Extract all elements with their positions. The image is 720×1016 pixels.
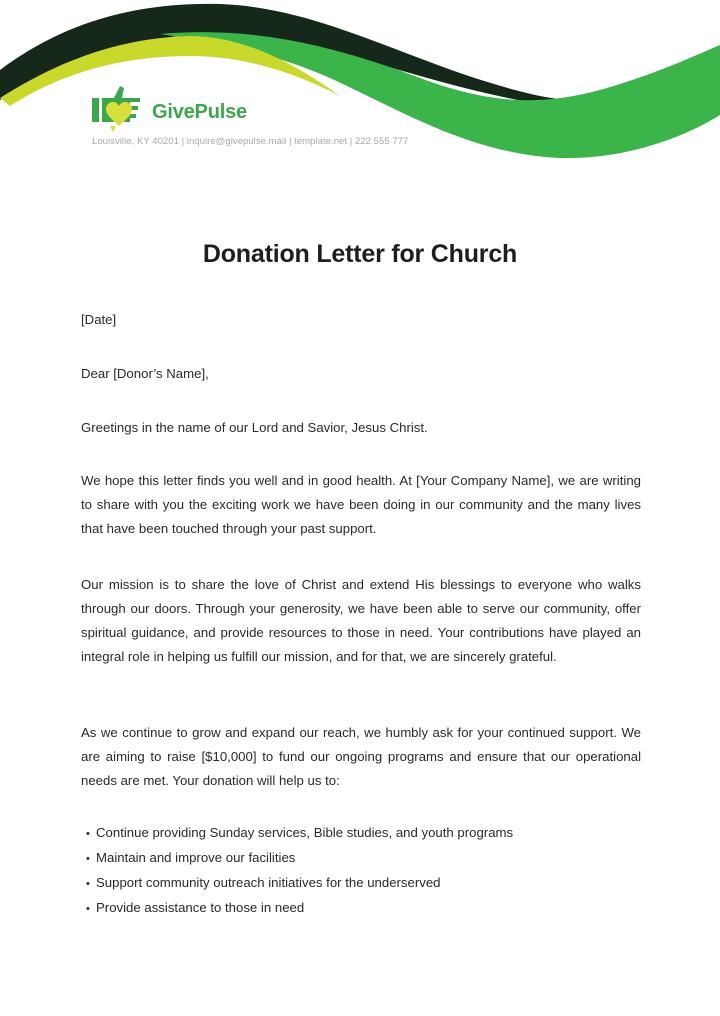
- list-item-text: Maintain and improve our facilities: [96, 850, 296, 865]
- list-item-text: Continue providing Sunday services, Bible studies, and youth programs: [96, 825, 514, 840]
- letter-greeting: Greetings in the name of our Lord and Savior, Jesus Christ.: [81, 420, 428, 435]
- list-item-text: Provide assistance to those in need: [96, 900, 305, 915]
- letter-salutation: Dear [Donor’s Name],: [81, 366, 209, 381]
- list-item: [86, 896, 513, 921]
- hand-heart-logo-icon: [90, 84, 148, 134]
- paragraph-mission: Our mission is to share the love of Christ and extend His blessings to everyone who walks through our doors. Through your generosity, we have been able to serve our community, offer spiritual guidance, and provide resources to those in need. Your contributions have played an integral role in helping us fulfill our mission, and for that, we are sincerely grateful.: [81, 577, 641, 664]
- donation-uses-list: [86, 821, 513, 921]
- bullet-icon: •: [86, 828, 90, 840]
- document-title: Donation Letter for Church: [202, 240, 518, 268]
- brand-logo: [90, 84, 247, 134]
- list-item: [86, 821, 513, 846]
- letter-date: [Date]: [81, 312, 117, 327]
- list-item: [86, 871, 513, 896]
- bullet-icon: •: [86, 878, 90, 890]
- paragraph-intro: We hope this letter finds you well and in good health. At [Your Company Name], we are writing to share with you the exciting work we have been doing in our community and the many lives that have been touched through your past support.: [81, 473, 641, 536]
- list-item: [86, 846, 513, 871]
- brand-name: GivePulse: [152, 100, 247, 123]
- bullet-icon: •: [86, 853, 90, 865]
- paragraph-request: As we continue to grow and expand our reach, we humbly ask for your continued support. We are aiming to raise [$10,000] to fund our ongoing programs and ensure that our operational needs are met. Your donation will help us to:: [81, 725, 641, 788]
- contact-info: Louisville, KY 40201 | inquire@givepulse.mail | template.net | 222 555 777: [92, 136, 409, 147]
- list-item-text: Support community outreach initiatives for the underserved: [96, 875, 441, 890]
- bullet-icon: •: [86, 903, 90, 915]
